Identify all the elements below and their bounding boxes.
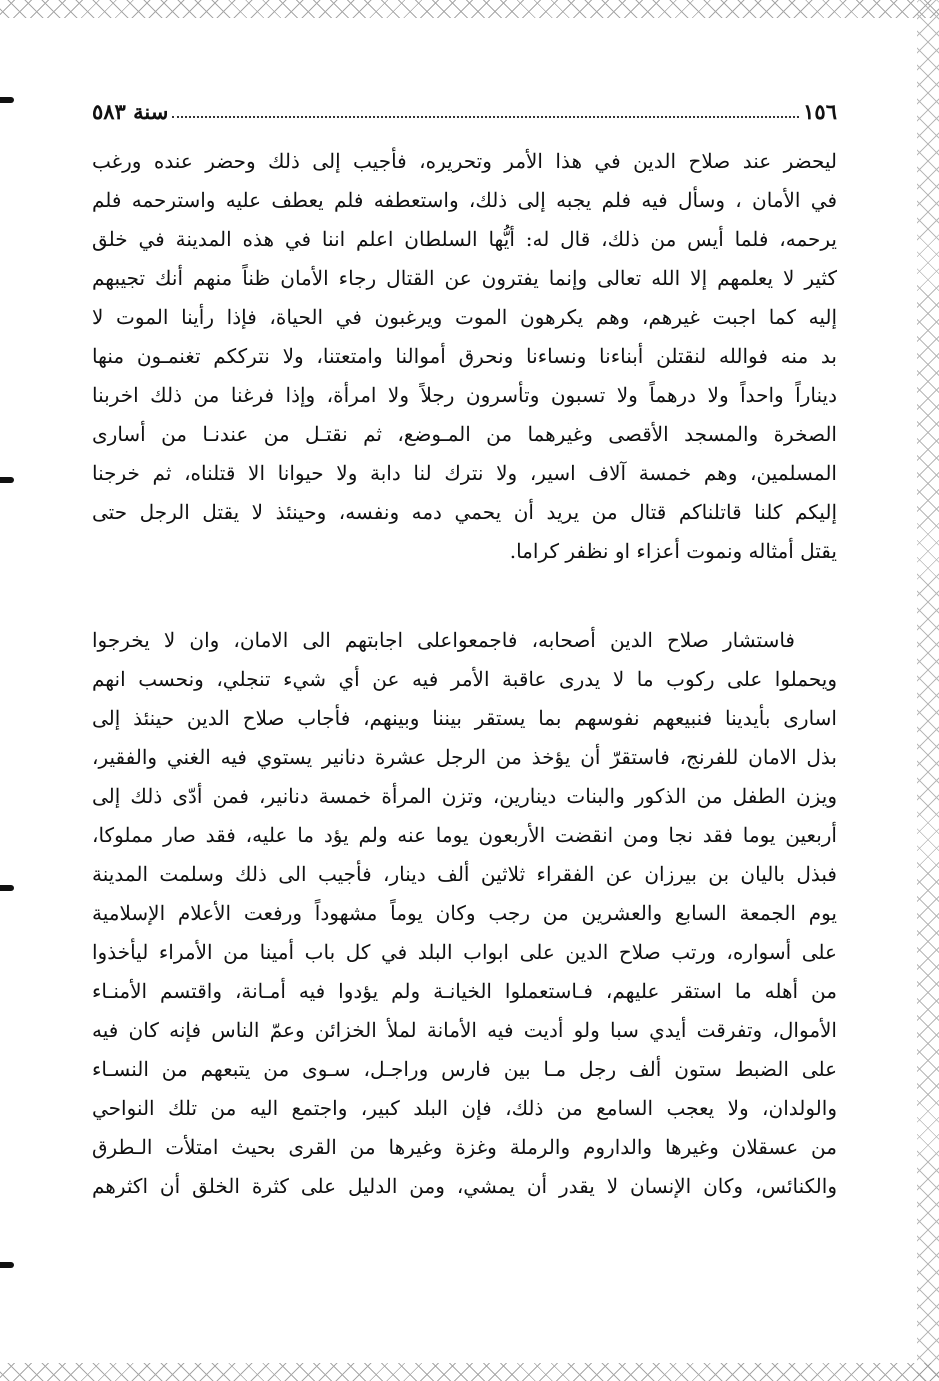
text-line: الصخرة والمسجد الأقصى وغيرهما من المـوضع، ثم نقتـل من عندنـا من أسارى xyxy=(92,422,837,446)
body-text xyxy=(92,142,837,1206)
binding-mark xyxy=(0,477,14,483)
page-number: ١٥٦ xyxy=(803,99,837,124)
text-line: ليحضر عند صلاح الدين في هذا الأمر وتحريره، فأجيب إلى ذلك وحضر عنده ورغب xyxy=(92,149,837,173)
text-line: إليه كما اجبت غيرهم، وهم يكرهون الموت ويرغبون في الحياة، فإذا رأينا الموت لا xyxy=(92,305,837,329)
text-line: فاستشار صلاح الدين أصحابه، فاجمعواعلى اجابتهم الى الامان، وان لا يخرجوا xyxy=(92,628,795,652)
scan-border-bottom xyxy=(0,1363,939,1381)
scan-border-top xyxy=(0,0,939,18)
text-line: ويحملوا على ركوب ما لا يدرى عاقبة الأمر فيه عن أي شيء تنجلي، ونحسب انهم xyxy=(92,667,837,691)
scan-border-right xyxy=(917,0,939,1381)
text-line: بد منه فوالله لنقتلن أبناءنا ونساءنا ونحرق أموالنا وامتعتنا، ولا نترككم تغنمـون منها xyxy=(92,344,837,368)
text-line: من أهله ما استقر عليهم، فـاستعملوا الخيانـة ولم يؤدوا فيه أمـانة، واقتسم الأمنـاء xyxy=(92,979,837,1003)
binding-mark xyxy=(0,97,14,103)
paragraph xyxy=(92,142,837,571)
text-line: والكنائس، وكان الإنسان لا يقدر أن يمشي، ومن الدليل على كثرة الخلق أن اكثرهم xyxy=(92,1174,837,1198)
header-dotted-leader xyxy=(172,116,799,118)
text-line: بذل الامان للفرنج، فاستقرّ أن يؤخذ من الرجل عشرة دنانير يستوي فيه الغني والفقير، xyxy=(92,745,837,769)
text-line: من عسقلان وغيرها والداروم والرملة وغزة وغيرها من القرى بحيث امتلأت الـطرق xyxy=(92,1135,837,1159)
text-line: فبذل باليان بن بيرزان عن الفقراء ثلاثين ألف دينار، فأجيب الى ذلك وسلمت المدينة xyxy=(92,862,837,886)
text-line: يرحمه، فلما أيس من ذلك، قال له: أيُّها السلطان اعلم اننا في هذه المدينة في خلق xyxy=(92,227,837,251)
text-line: على الضبط ستون ألف رجل مـا بين فارس وراجـل، سـوى من يتبعهم من النسـاء xyxy=(92,1057,837,1081)
text-line: اسارى بأيدينا فنبيعهم نفوسهم بما يستقر بيننا وبينهم، فأجاب صلاح الدين حينئذ إلى xyxy=(92,706,837,730)
paragraph xyxy=(92,621,837,1206)
text-line: والولدان، ولا يعجب السامع من ذلك، فإن البلد كبير، واجتمع اليه من تلك النواحي xyxy=(92,1096,837,1120)
text-line: في الأمان ، وسأل فيه فلم يجبه إلى ذلك، واستعطفه فلم يعطف عليه واسترحمه فلم xyxy=(92,188,837,212)
text-line: ويزن الطفل من الذكور والبنات دينارين، وتزن المرأة خمسة دنانير، فمن أدّى ذلك إلى xyxy=(92,784,837,808)
binding-mark xyxy=(0,1262,14,1268)
text-line: الأموال، وتفرقت أيدي سبا ولو أديت فيه الأمانة لملأ الخزائن وعمّ الناس فإنه كان فيه xyxy=(92,1018,837,1042)
text-line: يوم الجمعة السابع والعشرين من رجب وكان يوماً مشهوداً ورفعت الأعلام الإسلامية xyxy=(92,901,837,925)
text-line: يقتل أمثاله ونموت أعزاء او نظفر كراما. xyxy=(509,539,837,563)
text-line: إليكم كلنا قاتلناكم قتال من يريد أن يحمي دمه ونفسه، وحينئذ لا يقتل الرجل حتى xyxy=(92,500,837,524)
text-line: أربعين يوما فقد نجا ومن انقضت الأربعون يوما عنه ولم يؤد ما عليه، فقد صار مملوكا، xyxy=(92,823,837,847)
text-line: ديناراً واحداً ولا درهماً ولا تسبون وتأسرون رجلاً ولا امرأة، وإذا فرغنا من ذلك اخربنا xyxy=(92,383,837,407)
paragraph-gap xyxy=(92,571,837,621)
text-line: كثير لا يعلمهم إلا الله تعالى وإنما يفترون عن القتال رجاء الأمان ظناً منهم أنك تجيبهم xyxy=(92,266,837,290)
running-head: سنة ٥٨٣ xyxy=(92,99,169,124)
binding-mark xyxy=(0,885,14,891)
page-header xyxy=(92,92,837,124)
text-line: المسلمين، وهم خمسة آلاف اسير، ولا نترك لنا دابة ولا حيوانا الا قتلناه، ثم خرجنا xyxy=(92,461,837,485)
text-line: على أسواره، ورتب صلاح الدين على ابواب البلد في كل باب أمينا من الأمراء ليأخذوا xyxy=(92,940,837,964)
